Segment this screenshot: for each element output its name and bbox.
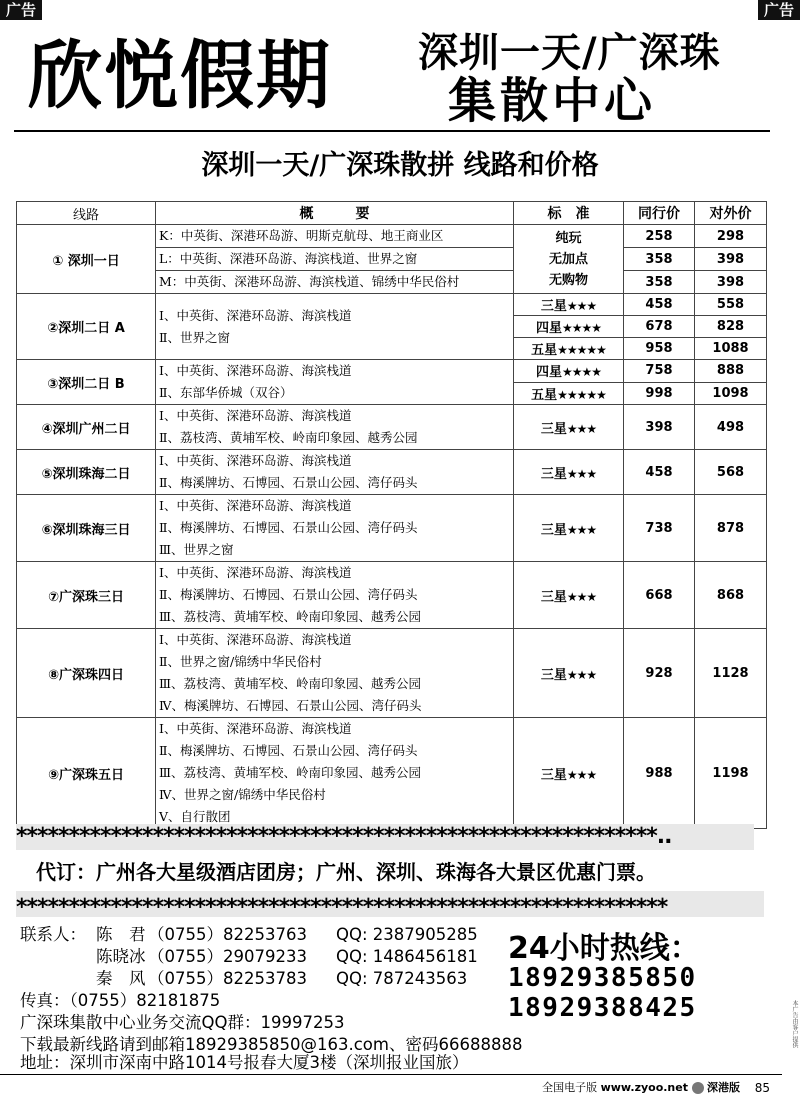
standard-cell — [514, 225, 624, 294]
page-number: 85 — [754, 1081, 770, 1095]
public-price: 398 — [695, 248, 767, 271]
peer-price: 758 — [624, 360, 695, 383]
public-price: 298 — [695, 225, 767, 248]
summary-line: Ⅲ、荔枝湾、黄埔军校、岭南印象园、越秀公园 — [159, 765, 422, 780]
star-rating-icon: ★★★★ — [561, 365, 602, 380]
contact-phone-2: （0755）29079233 — [148, 947, 307, 966]
route-name: ⑦广深珠三日 — [17, 562, 156, 629]
summary-line: Ⅴ、自行散团 — [159, 809, 231, 824]
price-table — [16, 201, 767, 829]
summary-line: Ⅰ、中英街、深港环岛游、海滨栈道 — [159, 363, 352, 378]
public-price: 498 — [695, 405, 767, 450]
standard-label: 无加点 — [548, 251, 588, 267]
star-divider-2: ************************************************************** — [16, 897, 668, 919]
summary-line: Ⅱ、东部华侨城（双谷） — [159, 385, 293, 400]
route-name: ⑥深圳珠海三日 — [17, 495, 156, 562]
public-price: 558 — [695, 294, 767, 316]
qq-group-line: 广深珠集散中心业务交流QQ群：19997253 — [20, 1013, 345, 1032]
route-name: ③深圳二日 B — [17, 360, 156, 405]
contact-phone-3: （0755）82253783 — [148, 969, 307, 988]
peer-price: 358 — [624, 248, 695, 271]
footer-edition: 深港版 — [707, 1081, 740, 1094]
contact-qq-1: QQ: 2387905285 — [336, 925, 478, 944]
peer-price: 358 — [624, 271, 695, 294]
table-header-row — [17, 202, 767, 225]
fax-line: 传真：（0755）82181875 — [20, 991, 221, 1010]
summary-line: L：中英街、深港环岛游、海滨栈道、世界之窗 — [159, 251, 418, 266]
summary-cell — [156, 495, 514, 562]
standard-label: 三星 — [540, 466, 567, 482]
standard-label: 四星 — [535, 365, 562, 381]
table-row — [17, 360, 767, 383]
contact-name-2: 陈晓冰 — [96, 947, 146, 966]
ad-tag-right: 广告 — [758, 0, 800, 20]
hotline-number-2: 18929388425 — [508, 993, 697, 1023]
footer — [542, 1080, 740, 1096]
summary-line: Ⅰ、中英街、深港环岛游、海滨栈道 — [159, 565, 352, 580]
summary-line: Ⅰ、中英街、深港环岛游、海滨栈道 — [159, 498, 352, 513]
star-rating-icon: ★★★ — [566, 522, 597, 537]
side-note: 本广告由客户提供 — [791, 1000, 798, 1048]
brand-title: 欣悦假期 — [28, 33, 332, 119]
table-row — [17, 629, 767, 718]
summary-line: Ⅳ、世界之窗/锦绣中华民俗村 — [159, 787, 326, 802]
standard-label: 纯玩 — [555, 230, 582, 246]
summary-line: Ⅱ、梅溪牌坊、石博园、石景山公园、湾仔码头 — [159, 743, 418, 758]
public-price: 888 — [695, 360, 767, 383]
route-name: ⑤深圳珠海二日 — [17, 450, 156, 495]
peer-price: 458 — [624, 294, 695, 316]
standard-label: 五星 — [531, 387, 558, 403]
summary-cell — [156, 405, 514, 450]
contact-qq-2: QQ: 1486456181 — [336, 947, 478, 966]
edition-logo-icon — [692, 1082, 704, 1094]
summary-cell — [156, 450, 514, 495]
contact-qq-3: QQ: 787243563 — [336, 969, 468, 988]
summary-line: Ⅲ、世界之窗 — [159, 542, 234, 557]
public-price: 398 — [695, 271, 767, 294]
table-row — [17, 718, 767, 829]
star-rating-icon: ★★★ — [566, 421, 597, 436]
summary-line: Ⅱ、荔枝湾、黄埔军校、岭南印象园、越秀公园 — [159, 430, 418, 445]
summary-line: Ⅰ、中英街、深港环岛游、海滨栈道 — [159, 721, 352, 736]
summary-line: Ⅱ、梅溪牌坊、石博园、石景山公园、湾仔码头 — [159, 520, 418, 535]
public-price: 878 — [695, 495, 767, 562]
peer-price: 998 — [624, 382, 695, 405]
peer-price: 958 — [624, 338, 695, 360]
contact-name-3: 秦 风 — [96, 969, 146, 988]
standard-label: 三星 — [540, 767, 567, 783]
summary-line: Ⅰ、中英街、深港环岛游、海滨栈道 — [159, 307, 352, 323]
standard-cell — [514, 562, 624, 629]
summary-line: Ⅱ、梅溪牌坊、石博园、石景山公园、湾仔码头 — [159, 475, 418, 490]
star-rating-icon: ★★★★★ — [557, 387, 606, 402]
standard-cell — [514, 718, 624, 829]
star-rating-icon: ★★★ — [566, 589, 597, 604]
standard-label: 三星 — [540, 589, 567, 605]
public-price: 1198 — [695, 718, 767, 829]
header-summary: 概 要 — [156, 202, 514, 225]
hotline-title: 24小时热线： — [508, 931, 700, 966]
star-rating-icon: ★★★★★ — [557, 343, 606, 357]
star-rating-icon: ★★★ — [566, 767, 597, 782]
header-peer-price: 同行价 — [624, 202, 695, 225]
table-row — [17, 562, 767, 629]
contact-label: 联系人： — [20, 925, 86, 944]
summary-cell — [156, 271, 514, 294]
standard-cell — [514, 316, 624, 338]
booking-notice: 代订：广州各大星级酒店团房；广州、深圳、珠海各大景区优惠门票。 — [36, 860, 656, 884]
route-name: ②深圳二日 A — [17, 294, 156, 360]
standard-cell — [514, 360, 624, 383]
standard-label: 三星 — [540, 667, 567, 683]
star-rating-icon: ★★★★ — [561, 321, 602, 335]
peer-price: 928 — [624, 629, 695, 718]
summary-cell — [156, 562, 514, 629]
summary-cell — [156, 248, 514, 271]
summary-line: Ⅳ、梅溪牌坊、石博园、石景山公园、湾仔码头 — [159, 698, 422, 713]
header-divider — [14, 130, 770, 132]
summary-line: Ⅲ、荔枝湾、黄埔军校、岭南印象园、越秀公园 — [159, 609, 422, 624]
standard-cell — [514, 450, 624, 495]
public-price: 1088 — [695, 338, 767, 360]
bottom-divider — [0, 1074, 782, 1075]
standard-label: 四星 — [535, 321, 562, 336]
summary-line: Ⅱ、世界之窗/锦绣中华民俗村 — [159, 654, 322, 669]
standard-cell — [514, 405, 624, 450]
table-row — [17, 225, 767, 248]
header-line-2: 集散中心 — [448, 73, 657, 129]
standard-cell — [514, 629, 624, 718]
summary-cell — [156, 360, 514, 405]
contact-phone-1: （0755）82253763 — [148, 925, 307, 944]
table-row — [17, 294, 767, 316]
route-name: ④深圳广州二日 — [17, 405, 156, 450]
peer-price: 458 — [624, 450, 695, 495]
public-price: 868 — [695, 562, 767, 629]
summary-line: Ⅱ、世界之窗 — [159, 329, 230, 345]
peer-price: 988 — [624, 718, 695, 829]
standard-cell — [514, 294, 624, 316]
standard-label: 三星 — [540, 421, 567, 437]
header-line-1: 深圳一天/广深珠 — [418, 30, 721, 76]
footer-site: www.zyoo.net — [600, 1081, 688, 1094]
standard-label: 五星 — [531, 343, 558, 358]
table-row — [17, 495, 767, 562]
peer-price: 738 — [624, 495, 695, 562]
table-row — [17, 450, 767, 495]
summary-line: Ⅱ、梅溪牌坊、石博园、石景山公园、湾仔码头 — [159, 587, 418, 602]
peer-price: 668 — [624, 562, 695, 629]
star-rating-icon: ★★★ — [566, 299, 597, 313]
star-rating-icon: ★★★ — [566, 667, 597, 682]
public-price: 1098 — [695, 382, 767, 405]
hotline-number-1: 18929385850 — [508, 963, 697, 993]
header-public-price: 对外价 — [695, 202, 767, 225]
route-name: ① 深圳一日 — [17, 225, 156, 294]
summary-line: Ⅰ、中英街、深港环岛游、海滨栈道 — [159, 408, 352, 423]
ad-tag-left: 广告 — [0, 0, 42, 20]
standard-label: 三星 — [540, 299, 567, 314]
header-route: 线路 — [17, 202, 156, 225]
standard-label: 三星 — [540, 522, 567, 538]
address-line: 地址：深圳市深南中路1014号报春大厦3楼（深圳报业国旅） — [20, 1053, 469, 1072]
route-name: ⑧广深珠四日 — [17, 629, 156, 718]
route-name: ⑨广深珠五日 — [17, 718, 156, 829]
peer-price: 398 — [624, 405, 695, 450]
summary-cell — [156, 225, 514, 248]
public-price: 1128 — [695, 629, 767, 718]
standard-cell — [514, 338, 624, 360]
public-price: 828 — [695, 316, 767, 338]
summary-line: K：中英街、深港环岛游、明斯克航母、地王商业区 — [159, 228, 444, 243]
summary-cell — [156, 718, 514, 829]
summary-line: Ⅰ、中英街、深港环岛游、海滨栈道 — [159, 632, 352, 647]
summary-cell — [156, 294, 514, 360]
header-standard: 标 准 — [514, 202, 624, 225]
standard-cell — [514, 382, 624, 405]
star-divider-1: *************************************************************.. — [16, 826, 672, 848]
summary-line: Ⅰ、中英街、深港环岛游、海滨栈道 — [159, 453, 352, 468]
public-price: 568 — [695, 450, 767, 495]
contact-name-1: 陈 君 — [96, 925, 146, 944]
peer-price: 258 — [624, 225, 695, 248]
standard-label: 无购物 — [548, 272, 588, 288]
download-line: 下载最新线路请到邮箱18929385850@163.com、密码66688888 — [20, 1035, 523, 1054]
table-row — [17, 405, 767, 450]
summary-line: Ⅲ、荔枝湾、黄埔军校、岭南印象园、越秀公园 — [159, 676, 422, 691]
peer-price: 678 — [624, 316, 695, 338]
summary-cell — [156, 629, 514, 718]
standard-cell — [514, 495, 624, 562]
page-subtitle: 深圳一天/广深珠散拼 线路和价格 — [201, 150, 599, 181]
star-rating-icon: ★★★ — [566, 466, 597, 481]
summary-line: M：中英街、深港环岛游、海滨栈道、锦绣中华民俗村 — [159, 274, 460, 289]
footer-prefix: 全国电子版 — [542, 1081, 598, 1094]
